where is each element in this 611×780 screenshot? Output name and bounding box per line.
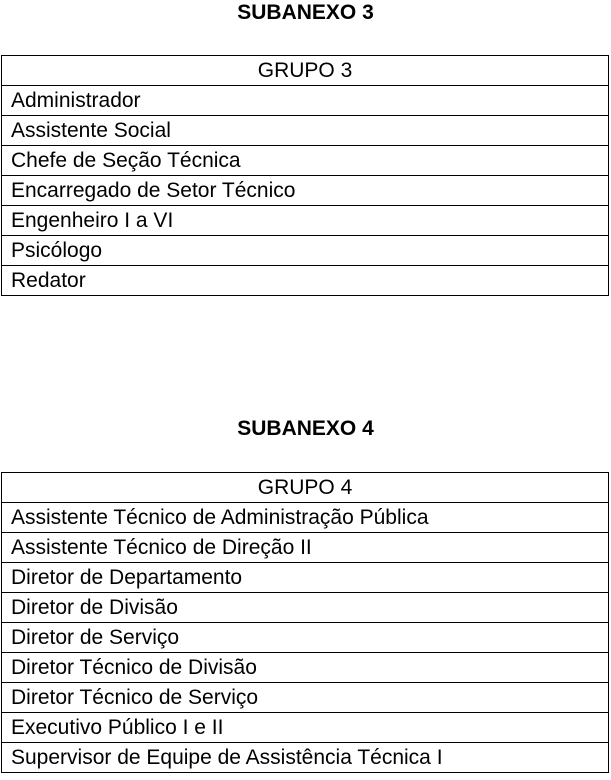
table-cell: Assistente Social	[2, 116, 609, 146]
table-cell: Diretor de Departamento	[2, 563, 609, 593]
group-4-table	[1, 472, 609, 773]
table-row	[2, 116, 609, 146]
table-cell: Encarregado de Setor Técnico	[2, 176, 609, 206]
table-row	[2, 653, 609, 683]
table-cell: Assistente Técnico de Direção II	[2, 533, 609, 563]
table-row	[2, 176, 609, 206]
table-cell: Diretor Técnico de Divisão	[2, 653, 609, 683]
table-row	[2, 146, 609, 176]
table-row	[2, 563, 609, 593]
table-row	[2, 683, 609, 713]
table-cell: Diretor de Serviço	[2, 623, 609, 653]
table-cell: Administrador	[2, 86, 609, 116]
group-3-table	[1, 55, 609, 296]
group-4-header: GRUPO 4	[2, 473, 609, 503]
group-3-header: GRUPO 3	[2, 56, 609, 86]
subanexo-4-title: SUBANEXO 4	[237, 417, 374, 440]
table-header-row	[2, 56, 609, 86]
table-cell: Diretor Técnico de Serviço	[2, 683, 609, 713]
table-row	[2, 86, 609, 116]
table-row	[2, 533, 609, 563]
table-row	[2, 593, 609, 623]
table-cell: Psicólogo	[2, 236, 609, 266]
table-row	[2, 743, 609, 773]
table-cell: Assistente Técnico de Administração Pública	[2, 503, 609, 533]
table-row	[2, 623, 609, 653]
table-row	[2, 236, 609, 266]
subanexo-3-title: SUBANEXO 3	[237, 1, 374, 24]
table-row	[2, 503, 609, 533]
table-row	[2, 266, 609, 296]
table-cell: Chefe de Seção Técnica	[2, 146, 609, 176]
table-cell: Engenheiro I a VI	[2, 206, 609, 236]
table-cell: Executivo Público I e II	[2, 713, 609, 743]
table-cell: Diretor de Divisão	[2, 593, 609, 623]
table-row	[2, 713, 609, 743]
table-row	[2, 206, 609, 236]
table-cell: Redator	[2, 266, 609, 296]
table-header-row	[2, 473, 609, 503]
table-cell: Supervisor de Equipe de Assistência Técnica I	[2, 743, 609, 773]
